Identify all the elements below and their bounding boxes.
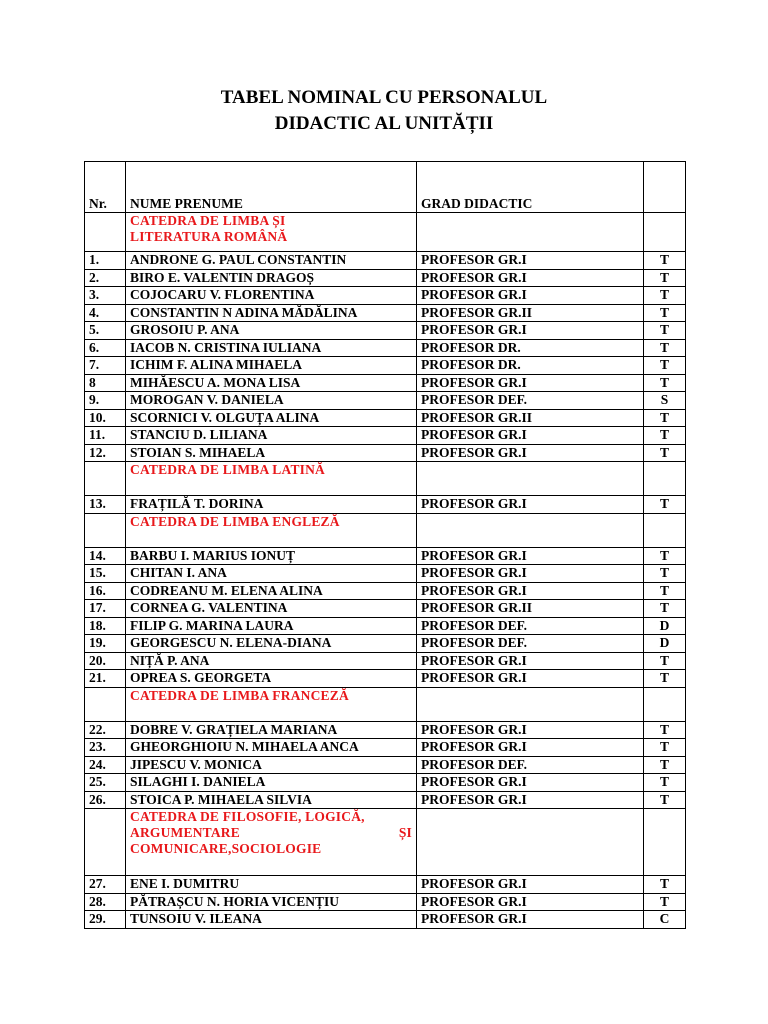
cell-nr: 13. [85,496,126,514]
cell-nr: 10. [85,409,126,427]
cell-grade: PROFESOR GR.I [417,269,644,287]
cell-name: TUNSOIU V. ILEANA [126,911,417,929]
cell-grade: PROFESOR GR.II [417,304,644,322]
cell-grade: PROFESOR GR.II [417,600,644,618]
category-row-romana [85,213,686,252]
table-row [85,269,686,287]
category-row-latina [85,462,686,496]
cell-name: ICHIM F. ALINA MIHAELA [126,357,417,375]
cell-name: STOIAN S. MIHAELA [126,444,417,462]
cell-status: T [644,652,686,670]
cell-name: MOROGAN V. DANIELA [126,392,417,410]
category-row-franceza [85,687,686,721]
category-label: CATEDRA DE FILOSOFIE, LOGICĂ, ARGUMENTARE ȘI COMUNICARE,SOCIOLOGIE [126,809,417,876]
cell-name: BARBU I. MARIUS IONUȚ [126,547,417,565]
cell-nr: 1. [85,252,126,270]
cell-status: T [644,252,686,270]
table-row [85,409,686,427]
cell-nr: 8 [85,374,126,392]
cell-grade: PROFESOR GR.I [417,652,644,670]
cell-name: NIȚĂ P. ANA [126,652,417,670]
cell-status: T [644,357,686,375]
table-row [85,392,686,410]
cell-status: S [644,392,686,410]
cell-nr: 25. [85,774,126,792]
cell-grade: PROFESOR GR.I [417,427,644,445]
cell-grade: PROFESOR GR.I [417,721,644,739]
cell-status: C [644,911,686,929]
cell-nr: 28. [85,893,126,911]
table-row [85,774,686,792]
table-row [85,496,686,514]
cell-grade: PROFESOR GR.I [417,496,644,514]
cell-nr: 24. [85,756,126,774]
table-row [85,547,686,565]
table-row [85,444,686,462]
cell-grade: PROFESOR GR.I [417,582,644,600]
cell-status: T [644,721,686,739]
cell-status: D [644,617,686,635]
cell-name: STOICA P. MIHAELA SILVIA [126,791,417,809]
cell-name: JIPESCU V. MONICA [126,756,417,774]
cell-name: ANDRONE G. PAUL CONSTANTIN [126,252,417,270]
cell-nr: 22. [85,721,126,739]
cell-grade: PROFESOR GR.I [417,739,644,757]
header-name: NUME PRENUME [126,162,417,213]
table-row [85,635,686,653]
table-row [85,339,686,357]
cell-grade: PROFESOR GR.I [417,444,644,462]
cell-name: GROSOIU P. ANA [126,322,417,340]
cell-nr: 27. [85,876,126,894]
cell-nr: 4. [85,304,126,322]
cell-name: BIRO E. VALENTIN DRAGOȘ [126,269,417,287]
cell-nr: 23. [85,739,126,757]
cell-name: CONSTANTIN N ADINA MĂDĂLINA [126,304,417,322]
table-row [85,322,686,340]
cell-grade: PROFESOR GR.I [417,670,644,688]
cell-name: DOBRE V. GRAȚIELA MARIANA [126,721,417,739]
table-row [85,876,686,894]
cell-nr: 21. [85,670,126,688]
cell-status: T [644,547,686,565]
cell-grade: PROFESOR GR.I [417,876,644,894]
cell-name: PĂTRAȘCU N. HORIA VICENȚIU [126,893,417,911]
cell-grade: PROFESOR GR.II [417,409,644,427]
table-row [85,357,686,375]
table-row [85,582,686,600]
cell-nr: 14. [85,547,126,565]
cell-status: T [644,374,686,392]
cell-status: T [644,756,686,774]
cell-grade: PROFESOR DEF. [417,756,644,774]
cell-status: T [644,304,686,322]
table-row [85,739,686,757]
cell-status: T [644,876,686,894]
cell-status: T [644,287,686,305]
category-label: CATEDRA DE LIMBA ENGLEZĂ [126,513,417,547]
cell-status: T [644,582,686,600]
cell-grade: PROFESOR DEF. [417,635,644,653]
cell-nr: 20. [85,652,126,670]
cell-nr: 17. [85,600,126,618]
cell-nr: 29. [85,911,126,929]
cell-grade: PROFESOR DR. [417,339,644,357]
category-label: CATEDRA DE LIMBA FRANCEZĂ [126,687,417,721]
cell-grade: PROFESOR GR.I [417,911,644,929]
cell-status: T [644,339,686,357]
cell-grade: PROFESOR DR. [417,357,644,375]
cell-status: T [644,496,686,514]
cell-name: COJOCARU V. FLORENTINA [126,287,417,305]
cell-name: STANCIU D. LILIANA [126,427,417,445]
cell-nr: 12. [85,444,126,462]
cell-grade: PROFESOR GR.I [417,791,644,809]
table-row [85,911,686,929]
cell-status: D [644,635,686,653]
cell-nr: 7. [85,357,126,375]
cell-status: T [644,774,686,792]
cell-grade: PROFESOR GR.I [417,774,644,792]
cell-grade: PROFESOR GR.I [417,322,644,340]
cell-nr: 19. [85,635,126,653]
category-label: CATEDRA DE LIMBA ȘI LITERATURA ROMÂNĂ [126,213,417,252]
table-row [85,374,686,392]
cell-status: T [644,444,686,462]
table-row [85,427,686,445]
cell-nr: 16. [85,582,126,600]
cell-status: T [644,600,686,618]
cell-status: T [644,739,686,757]
table-row [85,600,686,618]
table-row [85,893,686,911]
cell-name: MIHĂESCU A. MONA LISA [126,374,417,392]
cell-name: CODREANU M. ELENA ALINA [126,582,417,600]
cell-grade: PROFESOR GR.I [417,287,644,305]
cell-name: FRAȚILĂ T. DORINA [126,496,417,514]
header-status [644,162,686,213]
cell-grade: PROFESOR GR.I [417,565,644,583]
cell-name: FILIP G. MARINA LAURA [126,617,417,635]
cell-name: OPREA S. GEORGETA [126,670,417,688]
staff-table [84,161,686,929]
cell-grade: PROFESOR DEF. [417,392,644,410]
header-nr: Nr. [85,162,126,213]
category-row-engleza [85,513,686,547]
table-row [85,652,686,670]
category-row-filosofie [85,809,686,876]
cell-name: CHITAN I. ANA [126,565,417,583]
table-row [85,756,686,774]
cell-name: GHEORGHIOIU N. MIHAELA ANCA [126,739,417,757]
cell-grade: PROFESOR GR.I [417,893,644,911]
cell-name: CORNEA G. VALENTINA [126,600,417,618]
cell-status: T [644,269,686,287]
cell-grade: PROFESOR GR.I [417,374,644,392]
cell-nr: 11. [85,427,126,445]
cell-grade: PROFESOR GR.I [417,547,644,565]
cell-grade: PROFESOR DEF. [417,617,644,635]
table-row [85,721,686,739]
document-title-line-2: DIDACTIC AL UNITĂȚII [274,113,494,134]
cell-nr: 3. [85,287,126,305]
cell-nr: 9. [85,392,126,410]
cell-nr: 2. [85,269,126,287]
table-row [85,252,686,270]
table-row [85,617,686,635]
cell-name: IACOB N. CRISTINA IULIANA [126,339,417,357]
cell-grade: PROFESOR GR.I [417,252,644,270]
cell-status: T [644,565,686,583]
cell-nr: 15. [85,565,126,583]
cell-nr: 5. [85,322,126,340]
cell-status: T [644,791,686,809]
cell-status: T [644,409,686,427]
cell-nr: 18. [85,617,126,635]
header-grade: GRAD DIDACTIC [417,162,644,213]
cell-status: T [644,670,686,688]
table-row [85,565,686,583]
cell-status: T [644,893,686,911]
table-row [85,287,686,305]
table-row [85,304,686,322]
cell-name: SCORNICI V. OLGUȚA ALINA [126,409,417,427]
cell-status: T [644,427,686,445]
table-header-row [85,162,686,213]
cell-nr: 6. [85,339,126,357]
table-row [85,670,686,688]
table-row [85,791,686,809]
document-title-line-1: TABEL NOMINAL CU PERSONALUL [220,87,548,108]
cell-name: GEORGESCU N. ELENA-DIANA [126,635,417,653]
cell-name: ENE I. DUMITRU [126,876,417,894]
cell-status: T [644,322,686,340]
cell-name: SILAGHI I. DANIELA [126,774,417,792]
category-label: CATEDRA DE LIMBA LATINĂ [126,462,417,496]
cell-nr: 26. [85,791,126,809]
